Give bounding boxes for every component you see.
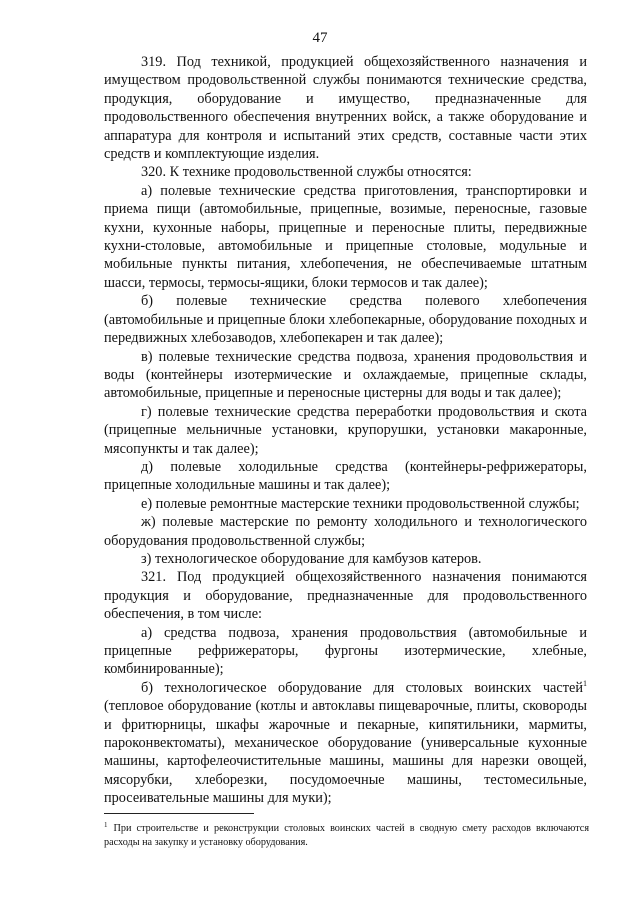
list-item-g: г) полевые технические средства переработки продовольствия и скота (прицепные мельничные установки, крупорушки, установки макаронные, мясопункты и так далее); bbox=[104, 403, 587, 457]
list-item-zh: ж) полевые мастерские по ремонту холодильного и технологического оборудования продовольственной службы; bbox=[104, 514, 587, 549]
list-item-321-b-rest: (тепловое оборудование (котлы и автоклавы пищеварочные, плиты, сковороды и фритюрницы, шкафы жарочные и пекарные, кипятильники, мармиты, пароконвектоматы), механическое оборудование (универсальные кухонные машины, картофелеочистительные машины, машины для нарезки овощей, мясорубки, хлеборезки, посудомоечные машины, тестомесильные, просеивательные машины для муки); bbox=[104, 698, 587, 807]
page-number: 47 bbox=[312, 30, 328, 46]
list-item-e: е) полевые ремонтные мастерские техники продовольственной службы; bbox=[141, 495, 580, 512]
list-item-321-b-start: б) технологическое оборудование для столовых воинских частей bbox=[141, 679, 583, 696]
list-item-b: б) полевые технические средства полевого хлебопечения (автомобильные и прицепные блоки хлебопекарные, оборудование походных и передвижных хлебозаводов, хлебопекарен и так далее); bbox=[104, 293, 587, 347]
footnote-divider bbox=[104, 813, 254, 814]
footnote-text: При строительстве и реконструкции столовых воинских частей в сводную смету расходов включаются расходы на закупку и установку оборудования. bbox=[104, 823, 589, 848]
list-item-a: а) полевые технические средства приготовления, транспортировки и приема пищи (автомобильные, прицепные, возимые, переносные, газовые кухни, кухонные наборы, прицепные и переносные плиты, передвижные кухни-столовые, автомобильные и прицепные столовые, модульные и мобильные пункты питания, хлебопечения, не обеспечиваемые штатным шасси, термосы, термосы-ящики, блоки термосов и так далее); bbox=[104, 182, 587, 291]
footnote-mark: 1 bbox=[104, 821, 108, 829]
paragraph-321: 321. Под продукцией общехозяйственного назначения понимаются продукция и оборудование, предназначенные для продовольственного обеспечения, в том числе: bbox=[104, 569, 587, 623]
list-item-z: з) технологическое оборудование для камбузов катеров. bbox=[141, 550, 482, 567]
body-text bbox=[104, 53, 587, 808]
footnote bbox=[104, 822, 589, 850]
list-item-d: д) полевые холодильные средства (контейнеры-рефрижераторы, прицепные холодильные машины и так далее); bbox=[104, 458, 587, 494]
paragraph-320: 320. К технике продовольственной службы относятся: bbox=[141, 164, 472, 181]
footnote-reference: 1 bbox=[583, 678, 587, 688]
list-item-321-a: а) средства подвоза, хранения продовольствия (автомобильные и прицепные рефрижераторы, фургоны изотермические, хлебные, комбинированные); bbox=[104, 624, 587, 678]
paragraph-319: 319. Под техникой, продукцией общехозяйственного назначения и имуществом продовольственной службы понимаются технические средства, продукция, оборудование и имущество, предназначенные для продовольственного обеспечения внутренних войск, а также оборудование и аппаратура для контроля и испытаний этих средств, составные части этих средств и комплектующие изделия. bbox=[104, 54, 587, 163]
list-item-321-b bbox=[104, 679, 587, 808]
list-item-v: в) полевые технические средства подвоза, хранения продовольствия и воды (контейнеры изотермические и охлаждаемые, прицепные склады, автомобильные, прицепные и переносные цистерны для воды и так далее); bbox=[104, 348, 587, 402]
